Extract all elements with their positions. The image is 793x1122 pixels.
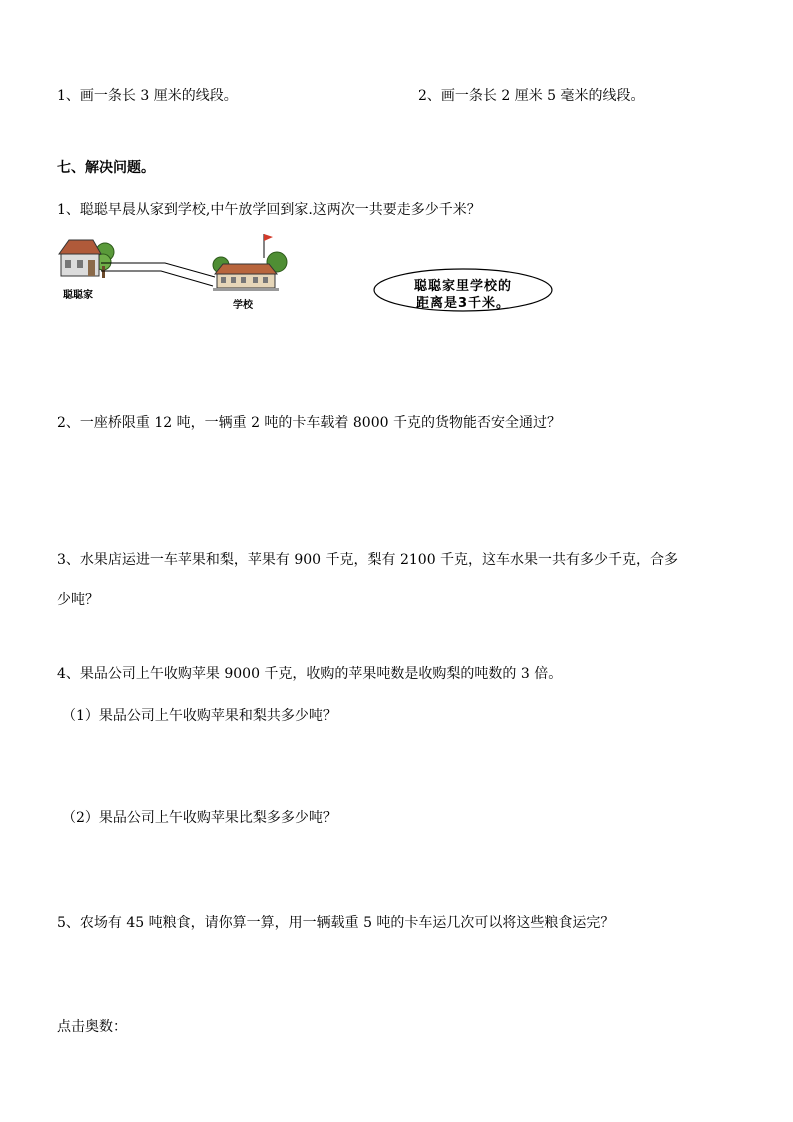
problem-3-line-2: 少吨？: [57, 592, 99, 608]
problem-5: 5、农场有 45 吨粮食，请你算一算，用一辆载重 5 吨的卡车运几次可以将这些粮食运完？: [57, 915, 615, 931]
problem-4: 4、果品公司上午收购苹果 9000 千克，收购的苹果吨数是收购梨的吨数的 3 倍。: [57, 666, 563, 682]
problem-3-line-1: 3、水果店运进一车苹果和梨，苹果有 900 千克，梨有 2100 千克，这车水果一共有多少千克，合多: [57, 552, 679, 568]
footer-link[interactable]: 点击奥数：: [57, 1019, 127, 1035]
problem-4-question-1: （1）果品公司上午收购苹果和梨共多少吨？: [62, 708, 337, 724]
home-label: 聪聪家: [63, 290, 93, 301]
problem-2: 2、一座桥限重 12 吨，一辆重 2 吨的卡车载着 8000 千克的货物能否安全通过？: [57, 415, 561, 431]
home-to-school-illustration: [55, 230, 295, 310]
school-label: 学校: [233, 300, 253, 311]
bubble-line-2: 距离是3千米。: [415, 296, 511, 311]
distance-speech-bubble: [372, 267, 554, 313]
section-title: 七、解决问题。: [57, 160, 155, 176]
draw-task-1: 1、画一条长 3 厘米的线段。: [57, 88, 238, 104]
draw-task-2: 2、画一条长 2 厘米 5 毫米的线段。: [418, 88, 645, 104]
problem-1: 1、聪聪早晨从家到学校,中午放学回到家.这两次一共要走多少千米？: [57, 202, 481, 218]
problem-4-question-2: （2）果品公司上午收购苹果比梨多多少吨？: [62, 810, 337, 826]
bubble-line-1: 聪聪家里学校的: [413, 279, 512, 294]
